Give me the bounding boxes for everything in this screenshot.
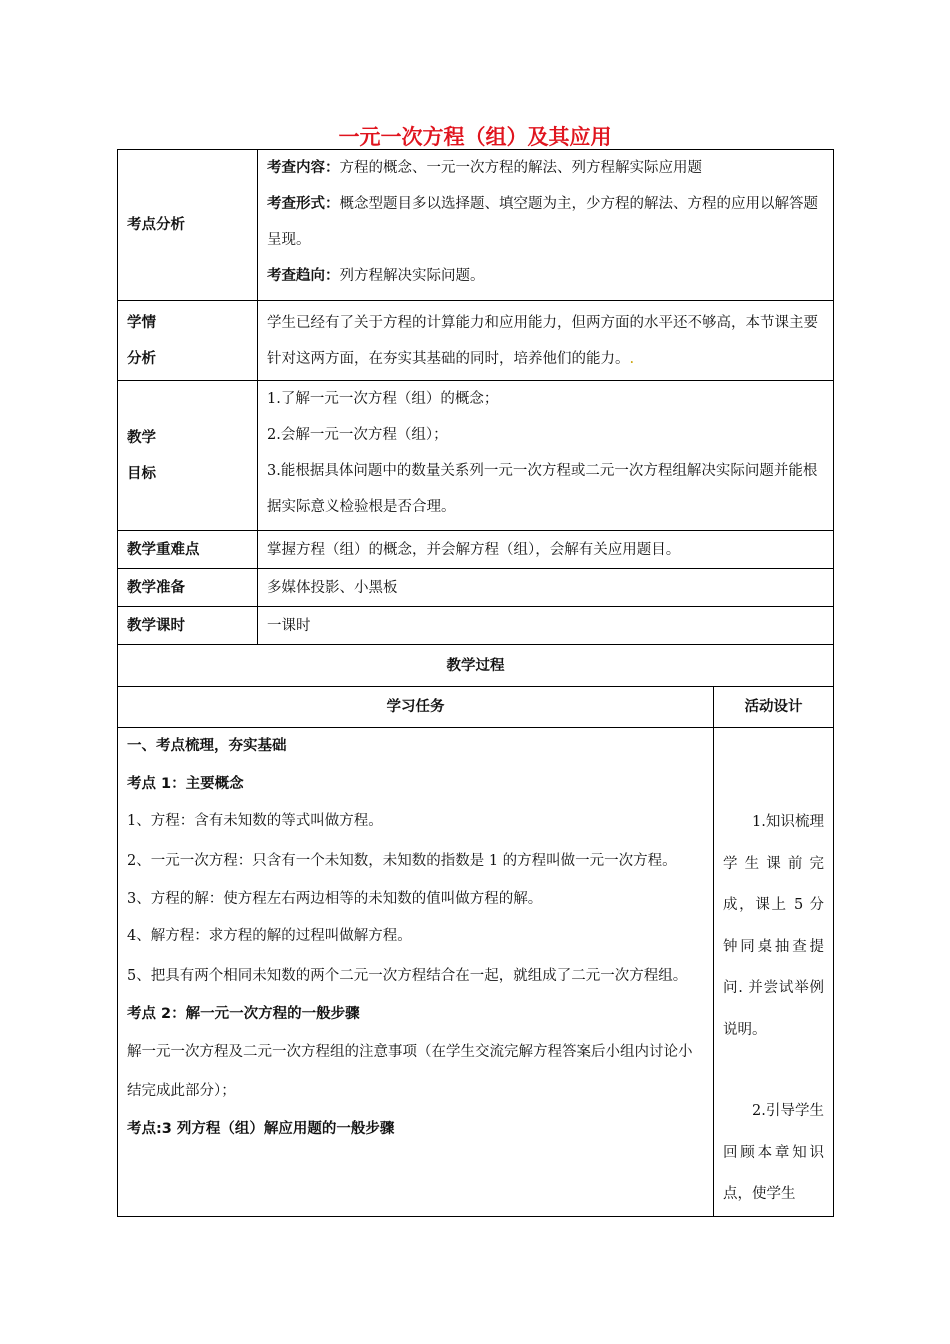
lesson-plan-table (117, 149, 834, 1217)
analysis-trend: 考查趋向：列方程解决实际问题。 (267, 268, 485, 284)
row-student (118, 301, 834, 381)
point2-title: 考点 2：解一元一次方程的一般步骤 (127, 1005, 360, 1022)
label-goals: 教学 目标 (118, 381, 258, 531)
key-points-text: 掌握方程（组）的概念，并会解方程（组），会解有关应用题目。 (258, 531, 834, 569)
section-title: 一、考点梳理，夯实基础 (127, 738, 287, 754)
activity-1: 1.知识梳理学生课前完成，课上 5 分钟同桌抽查提问. 并尝试举例说明。 (723, 814, 824, 1038)
row-preparation (118, 569, 834, 607)
column-activity: 活动设计 (714, 687, 834, 728)
activity-content (714, 728, 834, 1217)
analysis-content: 考查内容：方程的概念、一元一次方程的解法、列方程解实际应用题 (267, 160, 702, 176)
label-student: 学情 分析 (118, 301, 258, 381)
analysis-form: 考查形式：概念型题目多以选择题、填空题为主，少方程的解法、方程的应用以解答题呈现。 (267, 196, 818, 248)
point3-title: 考点:3 列方程（组）解应用题的一般步骤 (127, 1121, 395, 1137)
activity-2: 2.引导学生回顾本章知识点，使学生 (723, 1103, 824, 1202)
row-process-header (118, 645, 834, 687)
label-hours: 教学课时 (118, 607, 258, 645)
goals-text: 1.了解一元一次方程（组）的概念； 2.会解一元一次方程（组）； 3.能根据具体问题中的数量关系列一元一次方程或二元一次方程组解决实际问题并能根据实际意义检验根是否合理。 (258, 381, 834, 531)
row-goals (118, 381, 834, 531)
label-analysis: 考点分析 (118, 150, 258, 301)
hours-text: 一课时 (258, 607, 834, 645)
process-header: 教学过程 (118, 645, 834, 687)
task-content: 一、考点梳理，夯实基础 考点 1：主要概念 1、方程：含有未知数的等式叫做方程。 2、一元一次方程：只含有一个未知数，未知数的指数是 1 的方程叫做一元一次方程。 3、方程的解：使方程左右两边相等的未知数的值叫做方程的解。 4、解方程：求方程的解的过程叫做解方程。 5、把具有两个相同未知数的两个二元一次方程结合在一起，就组成了二元一次方程组。 考点 2：解一元一次方程的一般步骤 解一元一次方程及二元一次方程组的注意事项（在学生交流完解方程答案后小组内讨论小结完成此部分）； 考点:3 列方程（组）解应用题的一般步骤 (118, 728, 714, 1217)
row-analysis (118, 150, 834, 301)
student-text: 学生已经有了关于方程的计算能力和应用能力，但两方面的水平还不够高，本节课主要针对这两方面，在夯实其基础的同时，培养他们的能力。. (258, 301, 834, 381)
label-preparation: 教学准备 (118, 569, 258, 607)
row-columns-header (118, 687, 834, 728)
row-process-body (118, 728, 834, 1217)
page-title: 一元一次方程（组）及其应用 (338, 125, 612, 149)
label-key-points: 教学重难点 (118, 531, 258, 569)
row-hours (118, 607, 834, 645)
column-task: 学习任务 (118, 687, 714, 728)
preparation-text: 多媒体投影、小黑板 (258, 569, 834, 607)
row-key-points (118, 531, 834, 569)
point1-title: 考点 1：主要概念 (127, 775, 244, 792)
